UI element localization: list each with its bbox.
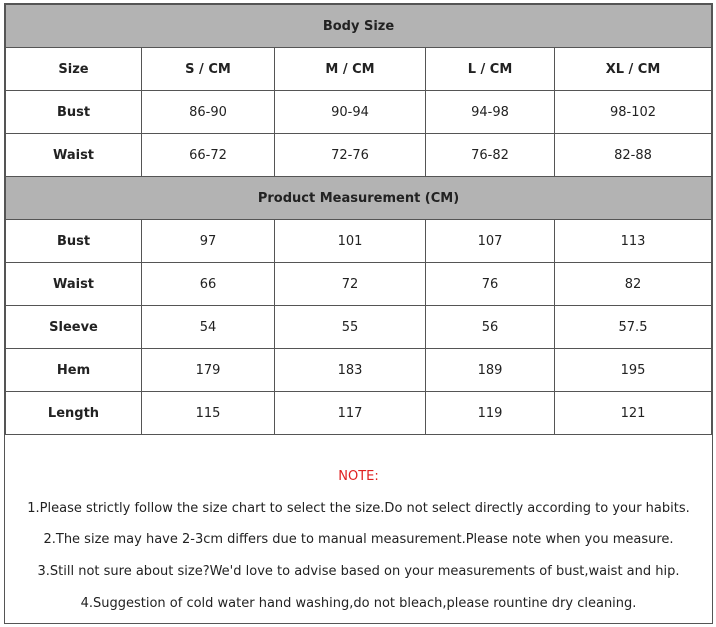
size-chart (4, 3, 713, 624)
table-cell: 90-94 (275, 91, 426, 134)
table-cell: 179 (142, 349, 275, 392)
note-box (5, 435, 712, 623)
table-cell: 76-82 (426, 134, 555, 177)
row-label: Length (6, 392, 142, 435)
table-cell: 115 (142, 392, 275, 435)
row-label: Waist (6, 134, 142, 177)
header-cell: M / CM (275, 48, 426, 91)
table-cell: 189 (426, 349, 555, 392)
table-cell: 107 (426, 220, 555, 263)
table-cell: 195 (555, 349, 712, 392)
row-label: Hem (6, 349, 142, 392)
table-cell: 119 (426, 392, 555, 435)
table-row (6, 220, 712, 263)
size-table (5, 4, 712, 435)
table-cell: 76 (426, 263, 555, 306)
table-cell: 97 (142, 220, 275, 263)
row-label: Bust (6, 91, 142, 134)
table-cell: 66-72 (142, 134, 275, 177)
table-cell: 113 (555, 220, 712, 263)
table-cell: 101 (275, 220, 426, 263)
table-cell: 183 (275, 349, 426, 392)
header-cell: L / CM (426, 48, 555, 91)
table-cell: 66 (142, 263, 275, 306)
table-row (6, 91, 712, 134)
table-row (6, 134, 712, 177)
table-cell: 57.5 (555, 306, 712, 349)
body-size-band (6, 5, 712, 48)
table-cell: 94-98 (426, 91, 555, 134)
product-measurement-title: Product Measurement (CM) (6, 177, 712, 220)
row-label: Waist (6, 263, 142, 306)
row-label: Sleeve (6, 306, 142, 349)
table-cell: 117 (275, 392, 426, 435)
table-row (6, 392, 712, 435)
header-cell: S / CM (142, 48, 275, 91)
product-measurement-band (6, 177, 712, 220)
table-cell: 55 (275, 306, 426, 349)
table-cell: 98-102 (555, 91, 712, 134)
note-line: 2.The size may have 2-3cm differs due to manual measurement.Please note when you measure. (43, 532, 674, 547)
table-row (6, 349, 712, 392)
table-cell: 82 (555, 263, 712, 306)
note-title: NOTE: (338, 469, 379, 484)
table-cell: 86-90 (142, 91, 275, 134)
note-line: 1.Please strictly follow the size chart to select the size.Do not select directly according to your habits. (27, 501, 690, 516)
table-cell: 72-76 (275, 134, 426, 177)
table-cell: 54 (142, 306, 275, 349)
table-cell: 56 (426, 306, 555, 349)
header-cell: XL / CM (555, 48, 712, 91)
table-cell: 82-88 (555, 134, 712, 177)
header-cell: Size (6, 48, 142, 91)
size-header-row (6, 48, 712, 91)
body-size-title: Body Size (6, 5, 712, 48)
note-line: 3.Still not sure about size?We'd love to advise based on your measurements of bust,waist and hip. (37, 564, 680, 579)
table-cell: 72 (275, 263, 426, 306)
note-line: 4.Suggestion of cold water hand washing,do not bleach,please rountine dry cleaning. (80, 596, 637, 611)
table-row (6, 263, 712, 306)
table-row (6, 306, 712, 349)
row-label: Bust (6, 220, 142, 263)
table-cell: 121 (555, 392, 712, 435)
